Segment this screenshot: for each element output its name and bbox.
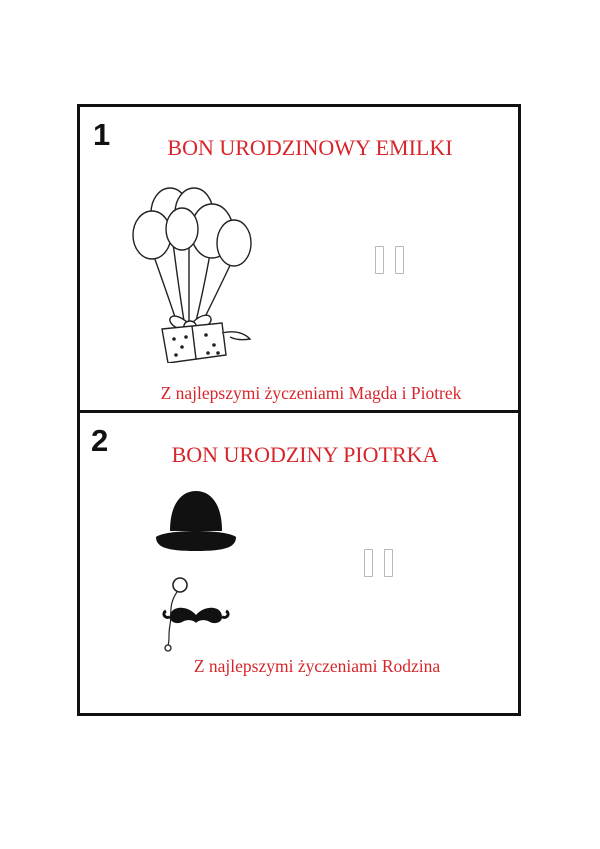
voucher-title: BON URODZINY PIOTRKA <box>171 442 439 467</box>
voucher-title: BON URODZINOWY EMILKI <box>167 135 453 160</box>
voucher-sheet <box>77 104 521 716</box>
missing-glyph-icon <box>375 246 384 274</box>
bowler-hat-monocle-moustache-icon <box>148 485 244 653</box>
missing-glyph-icon <box>384 549 393 577</box>
missing-glyph-icon <box>364 549 373 577</box>
voucher-wishes: Z najlepszymi życzeniami Rodzina <box>193 656 441 676</box>
voucher-number: 2 <box>91 423 109 458</box>
voucher-card-2 <box>80 413 518 713</box>
voucher-number: 1 <box>93 117 111 152</box>
placeholder-glyphs <box>375 246 404 274</box>
voucher-wishes: Z najlepszymi życzeniami Magda i Piotrek <box>160 383 462 403</box>
placeholder-glyphs <box>364 549 393 577</box>
balloons-and-gift-icon <box>122 183 258 363</box>
voucher-card-1 <box>80 107 518 413</box>
missing-glyph-icon <box>395 246 404 274</box>
